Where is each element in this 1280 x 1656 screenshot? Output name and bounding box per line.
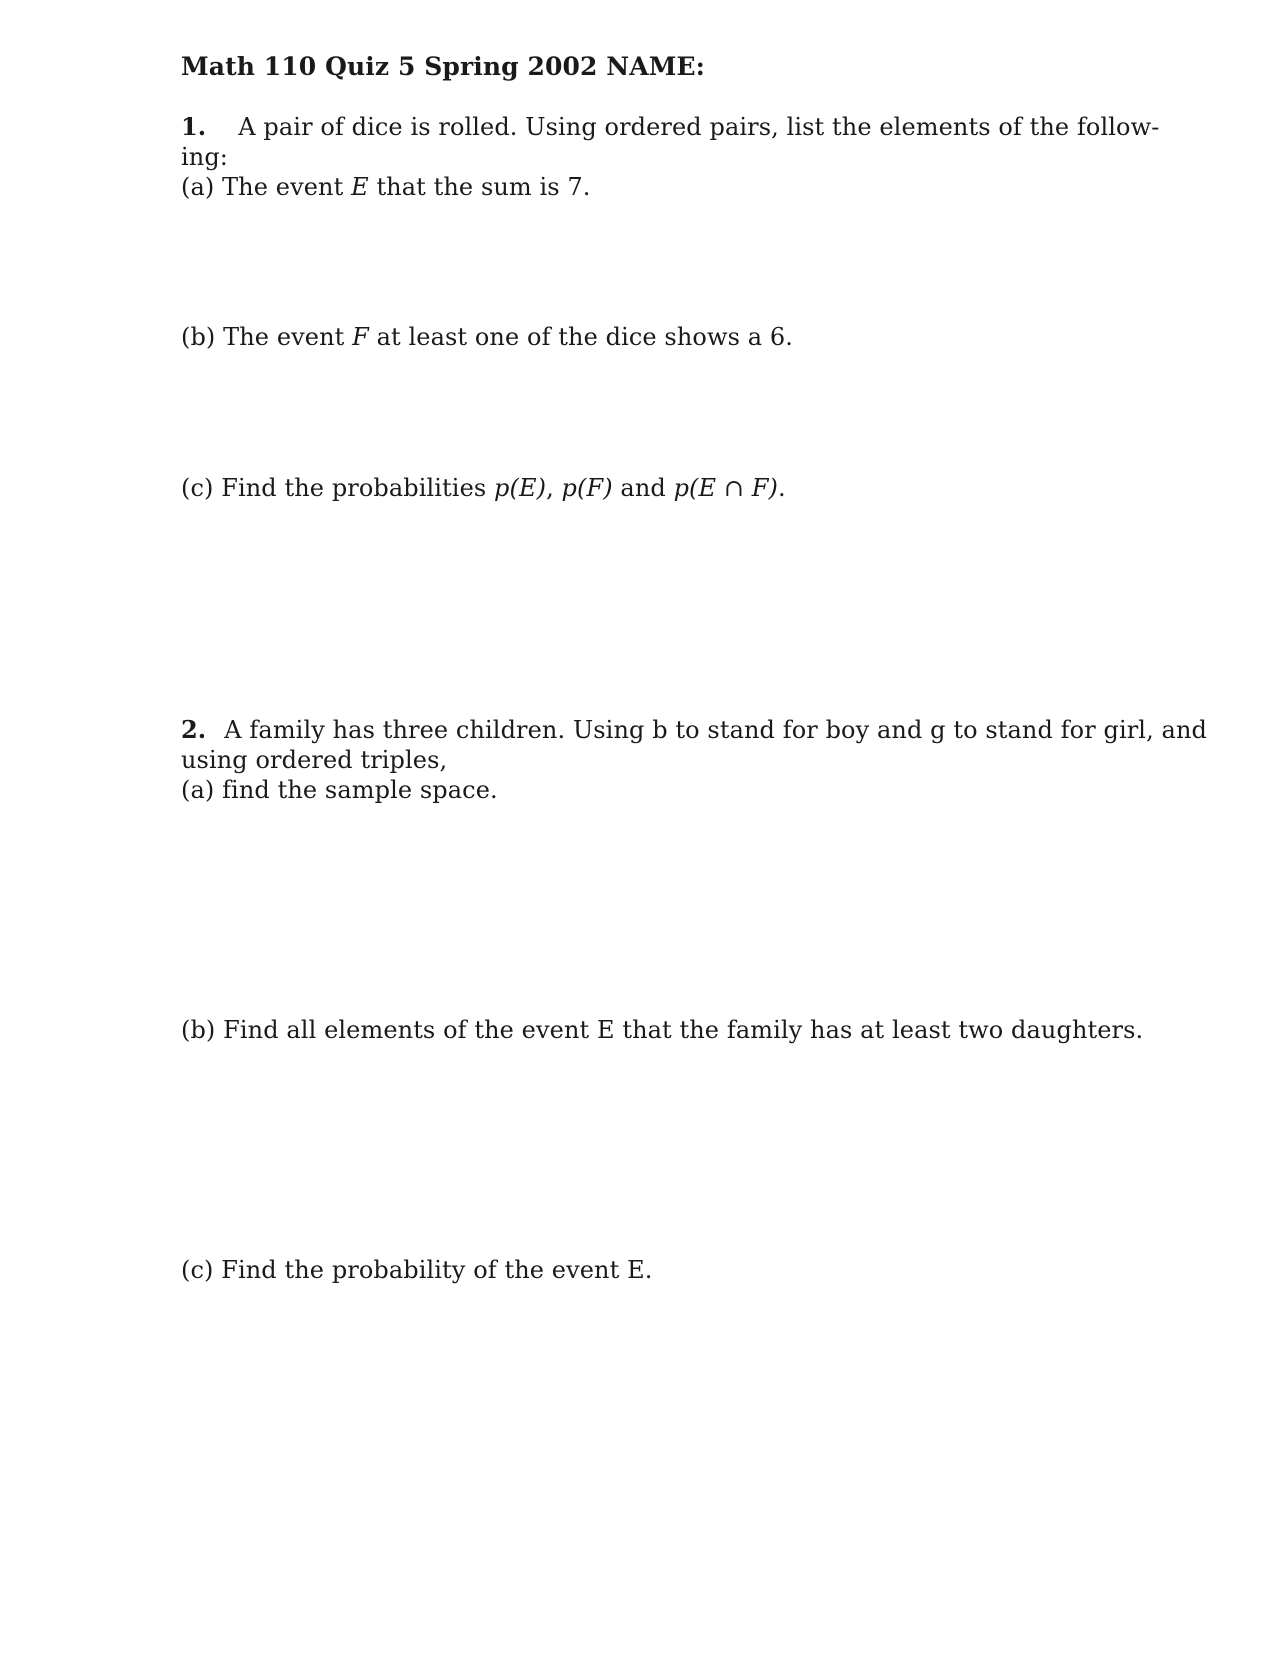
question-1-part-a: [181, 172, 591, 202]
separator: ,: [546, 474, 554, 502]
question-1-intro: [181, 112, 1159, 142]
part-text: The event: [222, 173, 344, 201]
part-text: that the sum is 7.: [376, 173, 591, 201]
question-2-part-a: [181, 775, 498, 805]
probability-expression: p(F): [561, 474, 613, 502]
question-2-number: 2.: [181, 715, 207, 744]
part-label: (a): [181, 776, 215, 804]
part-text: at least one of the dice shows a 6.: [376, 323, 793, 351]
part-label: (a): [181, 173, 215, 201]
question-2-intro: [181, 715, 1207, 745]
part-text: Find all elements of the event E that the family has at least two daughters.: [223, 1016, 1144, 1044]
part-text: The event: [223, 323, 345, 351]
part-text: find the sample space.: [222, 776, 498, 804]
probability-expression: p(E): [494, 474, 547, 502]
part-label: (c): [181, 474, 214, 502]
question-1-number: 1.: [181, 112, 207, 141]
question-2-text-line1: A family has three children. Using b to stand for boy and g to stand for girl, and: [224, 716, 1207, 744]
period: .: [778, 474, 786, 502]
question-1-text-line1: A pair of dice is rolled. Using ordered pairs, list the elements of the follow-: [238, 113, 1160, 141]
probability-expression: p(E ∩ F): [673, 474, 779, 502]
part-text: Find the probabilities: [221, 474, 487, 502]
part-label: (c): [181, 1256, 214, 1284]
part-text: Find the probability of the event E.: [221, 1256, 653, 1284]
quiz-title: Math 110 Quiz 5 Spring 2002 NAME:: [181, 52, 705, 81]
event-symbol: E: [351, 173, 369, 201]
question-1-part-c: [181, 473, 786, 503]
question-1-text-line2: ing:: [181, 143, 228, 171]
conjunction: and: [620, 474, 666, 502]
part-label: (b): [181, 323, 216, 351]
question-2-text-line2: using ordered triples,: [181, 746, 448, 774]
question-2-part-b: [181, 1015, 1143, 1045]
question-2-part-c: [181, 1255, 652, 1285]
event-symbol: F: [352, 323, 369, 351]
part-label: (b): [181, 1016, 216, 1044]
question-1-part-b: [181, 322, 793, 352]
